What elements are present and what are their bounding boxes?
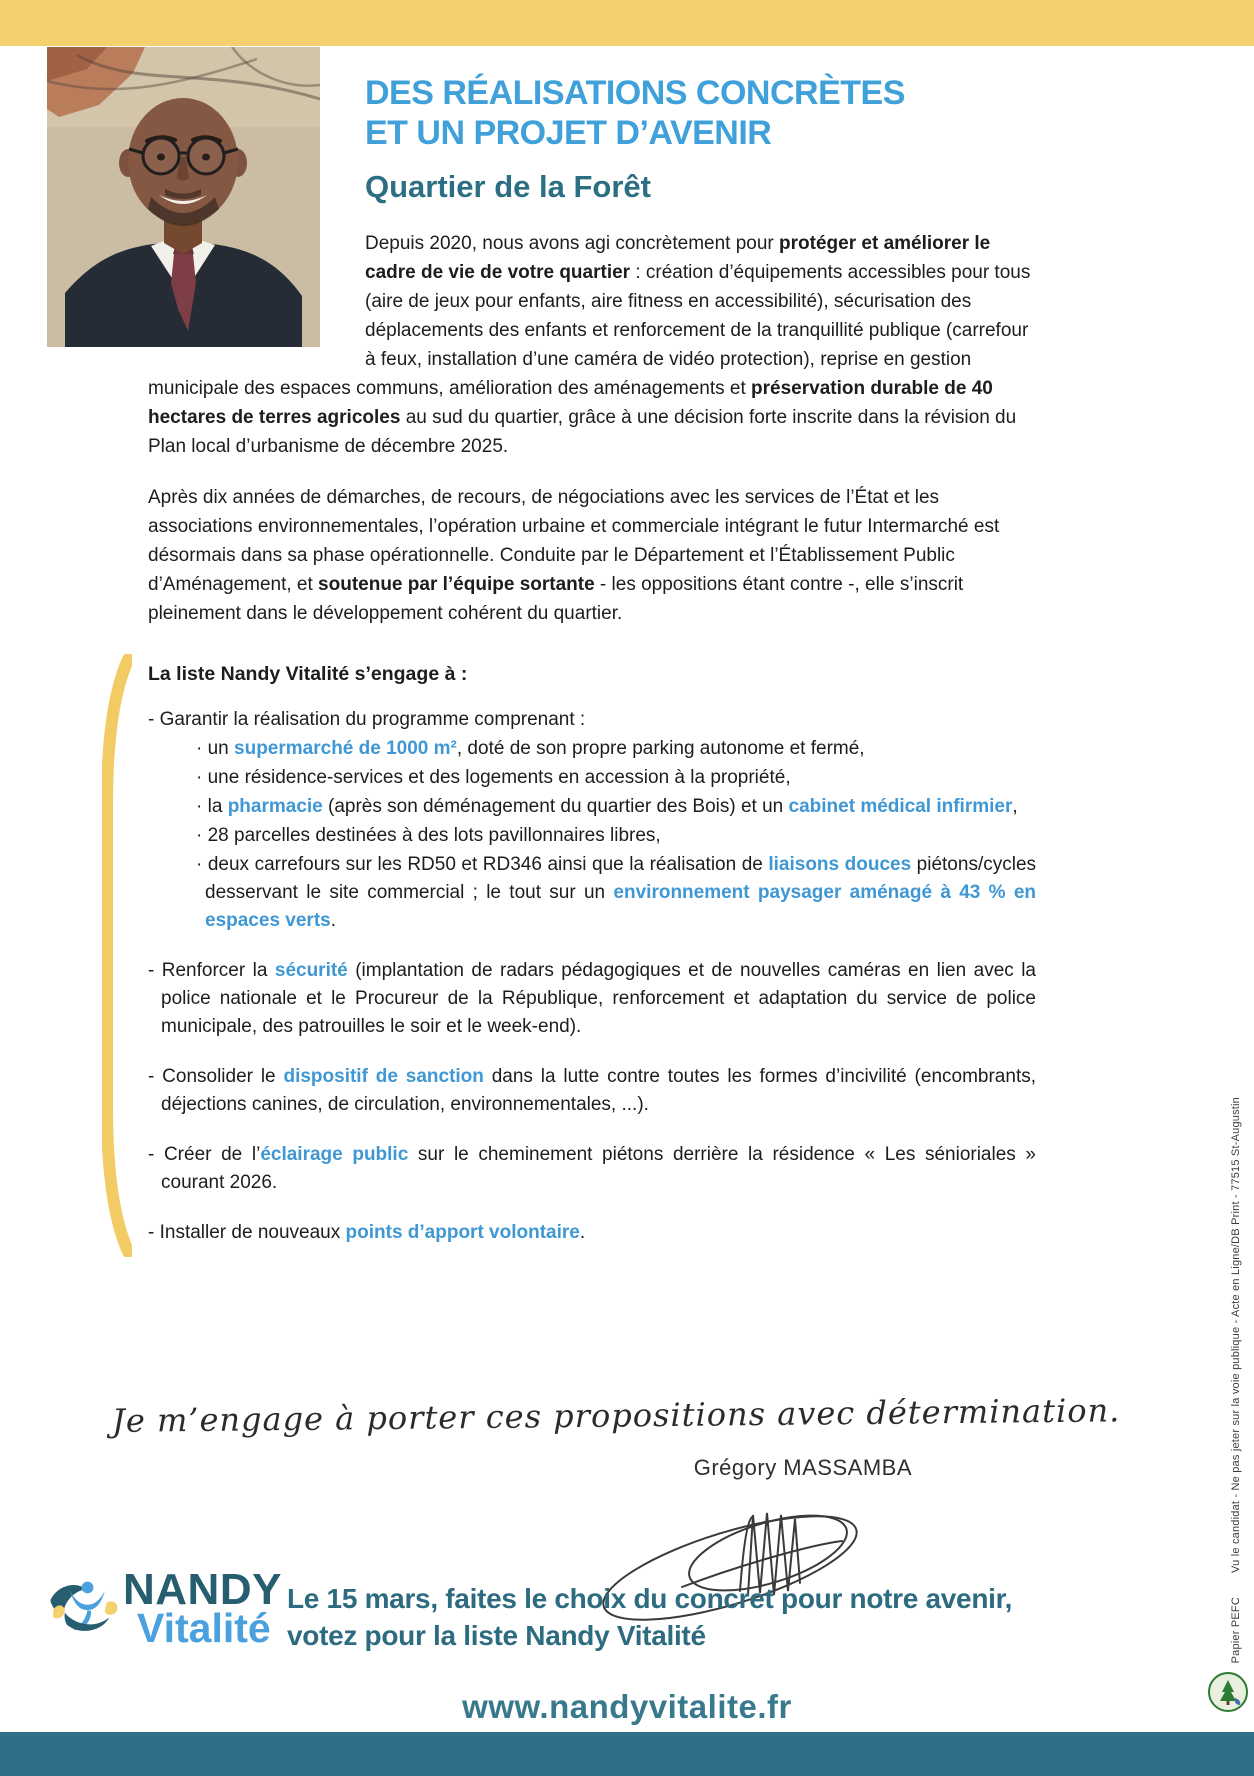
commitment-item-sanctions: - Consolider le dispositif de sanction dans la lutte contre toutes les formes d’incivilité (encombrants, déjections canines, de circulation, environnementales, ...). — [148, 1066, 1037, 1115]
page-subtitle: Quartier de la Forêt — [365, 169, 651, 204]
footer-teal-bar — [0, 1732, 1254, 1776]
handwritten-pledge: Je m’engage à porter ces propositions avec détermination. — [111, 1391, 1121, 1440]
print-legal-info-vertical: Vu le candidat - Ne pas jeter sur la voie publique - Acte en Ligne/DB Print - 77515 St-Augustin — [1230, 1097, 1242, 1573]
intro-paragraph-1: Depuis 2020, nous avons agi concrètement pour protéger et améliorer le cadre de vie de votre quartier : création d’équipements accessibles pour tous (aire de jeux pour enfants, aire fitness en accessibilité), sécurisation des déplacements des enfants et renforcement de la tranquillité publique (carrefour à feux, installation d’une caméra de vidéo protection), reprise en gestion municipale des espaces communs, amélioration des aménagements et préservation durable de 40 hectares de terres agricoles au sud du quartier, grâce à une décision forte inscrite dans la révision du Plan local d’urbanisme de décembre 2025. — [148, 233, 1031, 457]
website-url: www.nandyvitalite.fr — [462, 1688, 792, 1725]
program-sub-item: · un supermarché de 1000 m², doté de son propre parking autonome et fermé, — [196, 738, 865, 759]
page-title-line1: DES RÉALISATIONS CONCRÈTES — [365, 74, 905, 112]
engage-bracket-decoration — [102, 654, 132, 1257]
page-title-line2: ET UN PROJET D’AVENIR — [365, 114, 772, 152]
candidate-portrait-illustration — [47, 47, 320, 347]
commitments-title: La liste Nandy Vitalité s’engage à : — [148, 663, 468, 685]
imprim-vert-badge — [1208, 1672, 1248, 1712]
nandy-vitalite-logo-icon — [45, 1576, 121, 1646]
commitment-item-security: - Renforcer la sécurité (implantation de radars pédagogiques et de nouvelles caméras en lien avec la police nationale et le Procureur de la République, renforcement et adaptation du service de police municipale, des patrouilles le soir et le week-end). — [148, 960, 1036, 1037]
program-sub-item: · deux carrefours sur les RD50 et RD346 ainsi que la réalisation de liaisons douces piétons/cycles desservant le site commercial ; le tout sur un environnement paysager aménagé à 43 % en espaces verts. — [196, 854, 1037, 931]
program-sub-item: · la pharmacie (après son déménagement du quartier des Bois) et un cabinet médical infirmier, — [196, 796, 1018, 817]
candidate-photo — [47, 47, 320, 347]
commitment-item-lighting: - Créer de l’éclairage public sur le cheminement piétons derrière la résidence « Les sénioriales » courant 2026. — [148, 1144, 1036, 1193]
footer-logo — [45, 1565, 282, 1651]
main-content — [111, 47, 1121, 1648]
candidate-name: Grégory MASSAMBA — [693, 1455, 912, 1480]
commitment-item-program: - Garantir la réalisation du programme comprenant : — [148, 709, 586, 730]
commitment-item-waste-points: - Installer de nouveaux points d’apport volontaire. — [148, 1222, 586, 1243]
commitments-section — [148, 658, 1036, 1247]
program-sub-item: · une résidence-services et des logements en accession à la propriété, — [196, 767, 791, 788]
paper-info-vertical: Papier PEFC — [1230, 1596, 1242, 1663]
logo-name-nandy: NANDY — [123, 1565, 282, 1614]
slogan-line2: votez pour la liste Nandy Vitalité — [287, 1620, 706, 1651]
program-sub-item: · 28 parcelles destinées à des lots pavillonnaires libres, — [196, 825, 661, 846]
footer-slogan — [287, 1580, 1027, 1654]
top-accent-band — [0, 0, 1254, 46]
logo-name-vitalite: Vitalité — [137, 1605, 271, 1651]
logo-wordmark — [123, 1565, 282, 1651]
slogan-line1: Le 15 mars, faites le choix du concret pour notre avenir, — [287, 1583, 1013, 1614]
intro-paragraph-2: Après dix années de démarches, de recours, de négociations avec les services de l’État et les associations environnementales, l’opération urbaine et commerciale intégrant le futur Intermarché est désormais dans sa phase opérationnelle. Conduite par le Département et l’Établissement Public d’Aménagement, et soutenue par l’équipe sortante - les oppositions étant contre -, elle s’inscrit pleinement dans le développement cohérent du quartier. — [148, 487, 1000, 624]
